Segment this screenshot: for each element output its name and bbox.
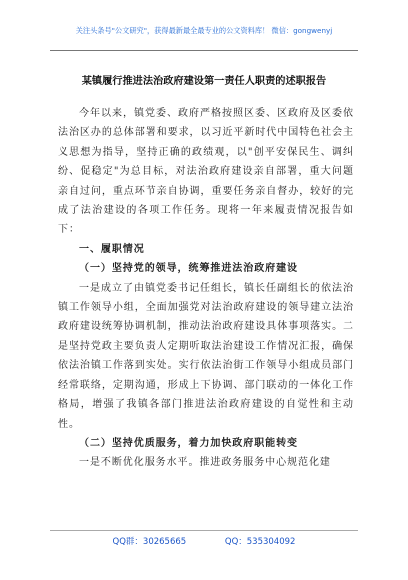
section-heading: 一、履职情况 xyxy=(79,243,145,255)
contact-footer xyxy=(0,535,408,547)
qq-number: QQ：535304092 xyxy=(224,537,296,547)
subsection-body-2: 一是不断优化服务水平。推进政务服务中心规范化建 xyxy=(79,457,331,469)
document-title: 某镇履行推进法治政府建设第一责任人职责的述职报告 xyxy=(81,75,327,87)
intro-paragraph: 今年以来，镇党委、政府严格按照区委、区政府及区委依法治区办的总体部署和要求，以习近平新时代中国特色社会主义思想为指导，坚持正确的政绩观，以"创平安保民生、调纠纷、促稳定"为总目标，对法治政府建设亲自部署，重大问题亲自过问，重点环节亲自协调，重要任务亲自督办，较好的完成了法治建设的各项工作任务。现将一年来履责情况报告如下： xyxy=(58,108,354,236)
qq-group-number: QQ群：30265665 xyxy=(112,537,187,547)
subsection-heading-1: （一）坚持党的领导，统筹推进法治政府建设 xyxy=(79,263,298,275)
subsection-heading-2: （二）坚持优质服务，着力加快政府职能转变 xyxy=(79,437,298,449)
header-divider xyxy=(50,50,358,51)
document-body xyxy=(58,104,354,473)
promo-banner: 关注头条号"公文研究"，获得最新最全最专业的公文资料库！ 微信：gongwenyj xyxy=(75,26,333,35)
subsection-body-1: 一是成立了由镇党委书记任组长，镇长任副组长的依法治镇工作领导小组，全面加强党对法治政府建设的领导建立法治政府建设统筹协调机制，推动法治政府建设具体事项落实。二是坚持党政主要负责人定期听取法治建设工作情况汇报，确保依法治镇工作落到实处。实行依法治街工作领导小组成员部门经常联络，定期沟通，形成上下协调、部门联动的一体化工作格局，增强了我镇各部门推进法治政府建设的自觉性和主动性。 xyxy=(58,282,354,430)
footer-divider xyxy=(50,530,358,531)
